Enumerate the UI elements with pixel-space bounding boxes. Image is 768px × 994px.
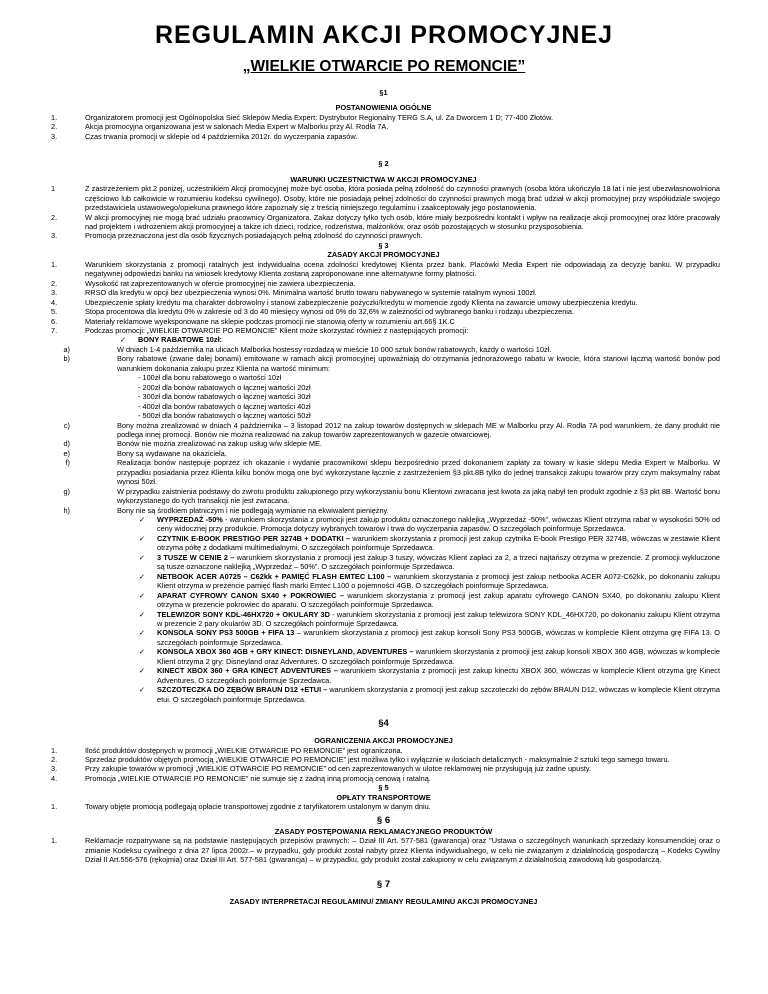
bon-heading-row [47,335,720,344]
checkmark-icon: ✓ [138,647,145,657]
item-number: 1. [51,259,58,269]
section-4-list [47,746,720,784]
sub-item-text: Bony można zrealizować w dniach 4 października – 3 listopad 2012 na zakup towarów dostępnych w sklepach ME w Malborku przy Al. Rodła 7A pod warunkiem, że dany produkt nie podlega innej promocji. Bonów nie można realizować na zakup towarów zaprezentowanych w gazecie otwarciowej. [117,420,720,439]
section-2-list [47,184,720,241]
list-item [47,298,720,307]
list-item [47,288,720,297]
section-2-title: WARUNKI UCZESTNICTWA W AKCJI PROMOCYJNEJ [290,174,477,184]
sub-item-spacer [72,354,117,373]
list-item [47,132,720,141]
promotion-description: warunkiem skorzystania z promocji jest zakup czytnika E-book Prestigo PER 3274B, wówczas w zestawie Klient otrzyma półtę z dodatkami multimedialnymi. O szczegółach poinformuje Sprzedawca. [157,533,720,553]
promotion-description: warunkiem skorzystania z promocji jest zakup netbooka ACER A072-C62kk, po dokonaniu zakupu Klient otrzyma w prezencie pamięć flash marki Emtec L100 o pojemności 4GB. O szczegółach poinformuje Sprzedawca. [157,571,720,591]
item-text: Promocja przeznaczona jest dla osób fizycznych posiadających pełną zdolność do czynności prawnych. [85,231,423,241]
item-number: 2. [51,212,58,222]
item-number: 1. [51,112,58,122]
promotion-item [47,515,720,534]
item-number: 1 [51,184,56,194]
item-number: 3. [51,131,58,141]
promotion-description: – warunkiem skorzystania z promocji jest zakup konsoli Sony PS3 500GB, wówczas w komplecie Klient otrzyma grę FIFA 13. O szczegółach poinformuje Sprzedawca. [157,628,720,647]
promotion-item [47,647,720,666]
promotion-item [47,666,720,685]
item-number: 4. [51,297,58,307]
sub-item-spacer [72,506,117,515]
section-1-number: §1 [379,88,388,97]
item-number: 3. [51,764,58,774]
sub-item-letter: g) [63,486,70,496]
list-item [47,213,720,232]
sub-item-text: W przypadku zaistnienia podstawy do zwrotu produktu zakupionego przy wykorzystaniu bonu Klientowi zwracana jest kwota za jaką nabył ten produkt zgodnie z §3 pkt 8B. Wartość bonu wykorzystanego do tych transakcji nie jest zwracana. [117,486,720,506]
promotion-item [47,628,720,647]
sub-item-spacer [72,449,117,458]
promotion-item [47,572,720,591]
list-item [47,317,720,326]
sub-item [47,354,720,373]
section-1-title: POSTANOWIENIA OGÓLNE [335,103,432,113]
section-4-number: §4 [378,718,389,730]
section-2-number: § 2 [378,159,389,169]
promotion-text [157,572,720,591]
section-7-number: § 7 [376,878,391,890]
sub-item [47,421,720,440]
checkmark-icon: ✓ [138,590,145,600]
promotion-description: - warunkiem skorzystania z promocji jest zakup produktu oznaczonego naklejką „Wyprzedaż -50%”, wówczas Klient otrzyma rabat w wysokości 50% od ceny widocznej przy produkcie. Promocja dotyczy wybranych towarów i trwa do wyczerpania zapasów. O szczegółach poinformuje Sprzedawca. [157,515,720,534]
section-6-number: § 6 [376,814,391,826]
bon-heading: BONY RABATOWE 10zł: [138,335,223,345]
sub-item-letter: d) [63,439,70,449]
document-title: REGULAMIN AKCJI PROMOCYJNEJ [154,21,614,49]
promotion-description: warunkiem skorzystania z promocji jest zakup 3 tuszy, wówczas Klient zapłaci za 2, a trzeci najtańszy otrzyma w prezencie. Z promocji wykluczone są tusze oznaczone naklejką „Wyprzedaż – 50%”. O szczegółach poinformuje Sprzedawca. [157,552,720,572]
promotion-text [157,515,720,534]
promotion-name: KONSOLA XBOX 360 4GB + GRY KINECT: DISNEYLAND, ADVENTURES – [157,647,414,657]
checkmark-icon: ✓ [138,628,145,638]
item-number: 3. [51,231,58,241]
section-3-list [47,260,720,336]
checkmark-icon: ✓ [138,571,145,581]
promotion-name: WYPRZEDAŻ -50% [157,515,223,525]
sub-item-spacer [72,345,117,354]
item-text: Czas trwania promocji w sklepie od 4 października 2012r. do wyczerpania zapasów. [85,131,358,141]
sub-item-text: Bony są wydawane na okaziciela. [117,448,227,458]
item-text: W akcji promocyjnej nie mogą brać udziału pracownicy Organizatora. Zakaz dotyczy tylko tych osób, które miały bezpośredni kontakt i wpływ na realizacje akcji promocyjnej oraz które pracowały nad projektem i wdrożeniem akcji promocyjnej a także ich dzieci, rodzice, rodzeństwa, małżonków, oraz osób pozostających w stosunku przysposobienia. [85,212,720,231]
promotion-text [157,534,720,553]
sub-item-text: Realizacja bonów następuje poprzez ich okazanie i wydanie pracownikowi sklepu bezpośrednio przed dokonaniem zapłaty za towary w kasie sklepu Media Expert w Malborku. W przypadku posiadania przez Klienta kilku bonów mogą one być wykorzystane łącznie z zastrzeżeniem §3 pkt.8B tylko do jednej transakcji zakupu towarów przy czym maksymalny rabat wynosi 50zł. [117,458,720,487]
promotion-name: TELEWIZOR SONY KDL-46HX720 + OKULARY 3D [157,609,330,619]
sub-item [47,345,720,354]
promotion-item [47,553,720,572]
sub-item-spacer [72,487,117,506]
list-item [47,307,720,316]
sub-item [47,449,720,458]
item-text: Stopa procentowa dla kredytu 0% w zakresie od 3 do 40 miesięcy wynosi od 0% do 32,6% w zależności od wybranego banku i rodzaju ubezpieczenia. [85,307,575,317]
item-number: 4. [51,773,58,783]
sub-item-spacer [72,421,117,440]
item-text: Ilość produktów dostępnych w promocji „WIELKIE OTWARCIE PO REMONCIE” jest ograniczona. [85,745,403,755]
sub-item-letter: e) [63,448,70,458]
item-number: 1. [51,836,58,846]
promotion-description: warunkiem skorzystania z promocji jest zakup szczoteczki do zębów BRAUN D12, wówczas w komplecie Klient otrzyma etui. O szczegółach poinformuje Sprzedawca. [157,685,720,704]
sub-item-spacer [72,458,117,486]
promotion-description: warunkiem skorzystania z promocji jest zakup konsoli XBOX 360 4GB, wówczas w komplecie Klient otrzyma 2 gry: Disneyland oraz Adventures. O szczegółach poinformuje Sprzedawca. [157,647,720,666]
sub-item-spacer [72,439,117,448]
sub-item-text: Bony nie są środkiem płatniczym i nie podlegają wymianie na ekwiwalent pieniężny. [117,505,389,515]
item-text: Promocja „WIELKIE OTWARCIE PO REMONCIE” nie sumuje się z żadną inną promocją cenową i ratalną. [85,773,431,783]
document-body [0,77,768,906]
sub-item-letter: h) [63,505,70,515]
promotion-name: CZYTNIK E-BOOK PRESTIGO PER 3274B + DODATKI – [157,533,351,543]
sub-item [47,506,720,515]
checkmark-icon: ✓ [138,685,145,695]
item-text: Wysokość rat zaprezentowanych w ofercie promocyjnej nie zawiera ubezpieczenia. [85,278,356,288]
sub-item [47,439,720,448]
checkmark-icon: ✓ [138,515,145,525]
sub-item-text: W dniach 1-4 października na ulicach Malborka hostessy rozdadzą w mieście 10 000 sztuk bonów rabatowych, każdy o wartości 10zł. [117,344,552,354]
promotion-text [157,610,720,629]
list-item [47,755,720,764]
checkmark-icon: ✓ [138,666,145,676]
list-item [47,122,720,131]
item-text: Podczas promocji: „WIELKIE OTWARCIE PO REMONCIE” Klient może skorzystać również z następujących promocji: [85,325,469,335]
checkmark-icon: ✓ [138,609,145,619]
promotion-name: KONSOLA SONY PS3 500GB + FIFA 13 [157,628,295,638]
sub-item-letter: c) [63,420,70,430]
promotion-name: APARAT CYFROWY CANON SX40 + POKROWIEC – [157,590,344,600]
list-item [47,184,720,212]
promotion-text [157,591,720,610]
section-5-list [47,802,720,811]
sub-item-letter: b) [63,354,70,364]
item-text: Akcja promocyjna organizowana jest w salonach Media Expert w Malborku przy Al. Rodła 7A. [85,122,389,132]
section-6-list [47,836,720,864]
promotion-item [47,591,720,610]
item-text: Reklamacje rozpatrywane są na podstawie następujących przepisów prawnych: – Dział III Art. 577-581 (gwarancja) oraz "Ustawa o szczególnych warunkach sprzedaży konsumenckiej oraz o zmianie Kodeksu cywilnego z dnia 27 lipca 2002r.– w przypadku, gdy produkt został nabyty przez Klienta indywidualnego, w celu nie związanym z działalnością gospodarczą – Kodeks Cywilny Dział II Art.556-576 (rękojmia) oraz Dział III Art. 577-581 (gwarancja) – w przypadku, gdy produkt został zakupiony w celu związanym z działalnością zawodową lub gospodarczą. [85,836,720,865]
item-text: Z zastrzeżeniem pkt.2 poniżej, uczestnikiem Akcji promocyjnej może być osoba, która posiada pełną zdolność do czynności prawnych (osoba która ukończyła 18 lat i nie jest ubezwłasnowolniona częściowo lub całkowicie w rozumieniu kodeksu cywilnego). Osoby, które nie posiadają pełnej zdolności do czynności prawnych mogą brać udział w akcji promocyjnej przy współudziale swojego przedstawiciela ustawowego/opiekuna prawnego które zapoznały się z treścią niniejszego regulaminu i zaakceptowały jego postanowienia. [85,184,720,213]
item-text: Organizatorem promocji jest Ogólnopolska Sieć Sklepów Media Expert: Dystrybutor Regionalny TERG S.A, ul. Za Dworcem 1 D; 77-400 Złotów. [85,112,554,122]
promotion-description: - warunkiem skorzystania z promocji jest zakup telewizora SONY KDL_46HX720, po dokonaniu zakupu Klient otrzyma w prezencie 2 pary okularów 3D. O szczegółach poinformuje Sprzedawca. [157,609,720,629]
list-item [47,113,720,122]
amount-line: - 500zł dla bonów rabatowych o łącznej wartości 50zł [138,411,311,421]
section-3-amounts [47,373,720,420]
promotion-description: warunkiem skorzystania z promocji jest zakup aparatu cyfrowego CANON SX40, po dokonaniu zakupu Klient otrzyma w prezencie pokrowiec do aparatu. O szczegółach poinformuje Sprzedawca. [157,590,720,610]
promotion-text [157,666,720,685]
section-7-title: ZASADY INTERPRETACJI REGULAMINU/ ZMIANY REGULAMINU AKCJI PROMOCYJNEJ [229,896,538,906]
item-number: 1. [51,745,58,755]
document-subtitle: „WIELKIE OTWARCIE PO REMONCIE” [242,58,526,75]
list-item [47,764,720,773]
section-3-number: § 3 [378,240,389,250]
promotion-item [47,610,720,629]
promotion-name: KINECT XBOX 360 + GRA KINECT ADVENTURES – [157,666,338,676]
section-1-list [47,113,720,141]
sub-item-text: Bony rabatowe (zwane dalej bonami) emitowane w ramach akcji promocyjnej upoważniają do otrzymania jednorazowego rabatu w kwocie, która stanowi łączną wartość bonów pod warunkiem dokonania zakupu przez Klienta na wartość minimum: [117,354,720,373]
item-number: 2. [51,122,58,132]
section-6-title: ZASADY POSTĘPOWANIA REKLAMACYJNEGO PRODUKTÓW [274,826,493,836]
section-3-title: ZASADY AKCJI PROMOCYJNEJ [327,250,440,260]
promotion-text [157,628,720,647]
sub-item [47,458,720,486]
item-number: 5. [51,307,58,317]
list-item [47,260,720,279]
promotion-name: SZCZOTECZKA DO ZĘBÓW BRAUN D12 +ETUI – [157,685,328,695]
promotion-description: warunkiem skorzystania z promocji jest zakup kinectu XBOX 360, wówczas w komplecie Klient otrzyma grę Kinect Adventures. O szczegółach poinformuje Sprzedawca. [157,666,721,685]
checkmark-icon: ✓ [138,552,145,562]
promotion-item [47,685,720,704]
item-text: RRSO dla kredytu w opcji bez ubezpieczenia wynosi 0%. Minimalna wartość brutto towaru nabywanego w systemie ratalnym wynosi 100zł. [85,288,537,298]
promotion-item [47,534,720,553]
sub-item-text: Bonów nie można zrealizować na zakup usług w/w sklepie ME. [117,439,322,449]
item-number: 3. [51,288,58,298]
amount-line: - 200zł dla bonów rabatowych o łącznej wartości 20zł [138,382,311,392]
promotion-text [157,647,720,666]
list-item [47,231,720,240]
list-item [47,836,720,864]
amount-line: - 300zł dla bonów rabatowych o łącznej wartości 30zł [138,392,311,402]
item-text: Ubezpieczenie spłaty kredytu ma charakter dobrowolny i stanowi zabezpieczenie pożyczki/kredytu w momencie zgody Klienta na zawarcie umowy ubezpieczenia kredytu. [85,297,638,307]
sub-item-letter: f) [65,458,70,468]
section-3-subitems [47,345,720,373]
section-5-number: § 5 [378,783,389,793]
section-5-title: OPŁATY TRANSPORTOWE [336,792,431,802]
item-number: 2. [51,278,58,288]
sub-item-letter: a) [63,344,70,354]
section-3-promotions [47,515,720,704]
item-number: 1. [51,802,58,812]
item-text: Sprzedaż produktów objętych promocją „WIELKIE OTWARCIE PO REMONCIE” jest możliwa tylko i wyłącznie w ilościach detalicznych - maksymalnie 2 sztuki tego samego towaru. [85,755,670,764]
item-number: 6. [51,316,58,326]
list-item [47,774,720,783]
item-text: Materiały reklamowe wyeksponowane na sklepie podczas promocji nie stanowią oferty w rozumieniu art.66§ 1K.C [85,316,455,326]
promotion-text [157,685,720,704]
amount-line: - 100zł dla bonu rabatowego o wartości 10zł [138,373,282,383]
item-text: Warunkiem skorzystania z promocji ratalnych jest indywidualna ocena zdolności kredytowej Klienta przez bank. Placówki Media Expert nie odpowiadają za decyzję banku. W przypadku negatywnej odpowiedzi banku na wniosek kredytowy Klienta zostaną zaproponowane inne alternatywne formy płatności. [85,259,720,279]
promotion-name: NETBOOK ACER A0725 – C62kk + PAMIĘĆ FLASH EMTEC L100 – [157,571,392,581]
amount-line: - 400zł dla bonów rabatowych o łącznej wartości 40zł [138,401,311,411]
section-3-subitems-2 [47,421,720,516]
list-item [47,326,720,335]
item-text: Przy zakupie towarów w promocji „WIELKIE OTWARCIE PO REMONCIE” od cen zaprezentowanych w ulotce reklamowej nie przysługują już żadne upusty. [85,764,592,774]
list-item [47,802,720,811]
checkmark-icon: ✓ [138,533,145,543]
promotion-text [157,553,720,572]
list-item [47,279,720,288]
item-number: 7. [51,325,58,335]
promotion-name: 3 TUSZE W CENIE 2 – [157,552,235,562]
sub-item [47,487,720,506]
item-number: 2. [51,755,58,764]
checkmark-icon: ✓ [119,335,126,345]
list-item [47,746,720,755]
section-4-title: OGRANICZENIA AKCJI PROMOCYJNEJ [314,736,453,746]
item-text: Towary objęte promocją podlegają opłacie transportowej zgodnie z taryfikatorem ustalonym w danym dniu. [85,802,431,812]
